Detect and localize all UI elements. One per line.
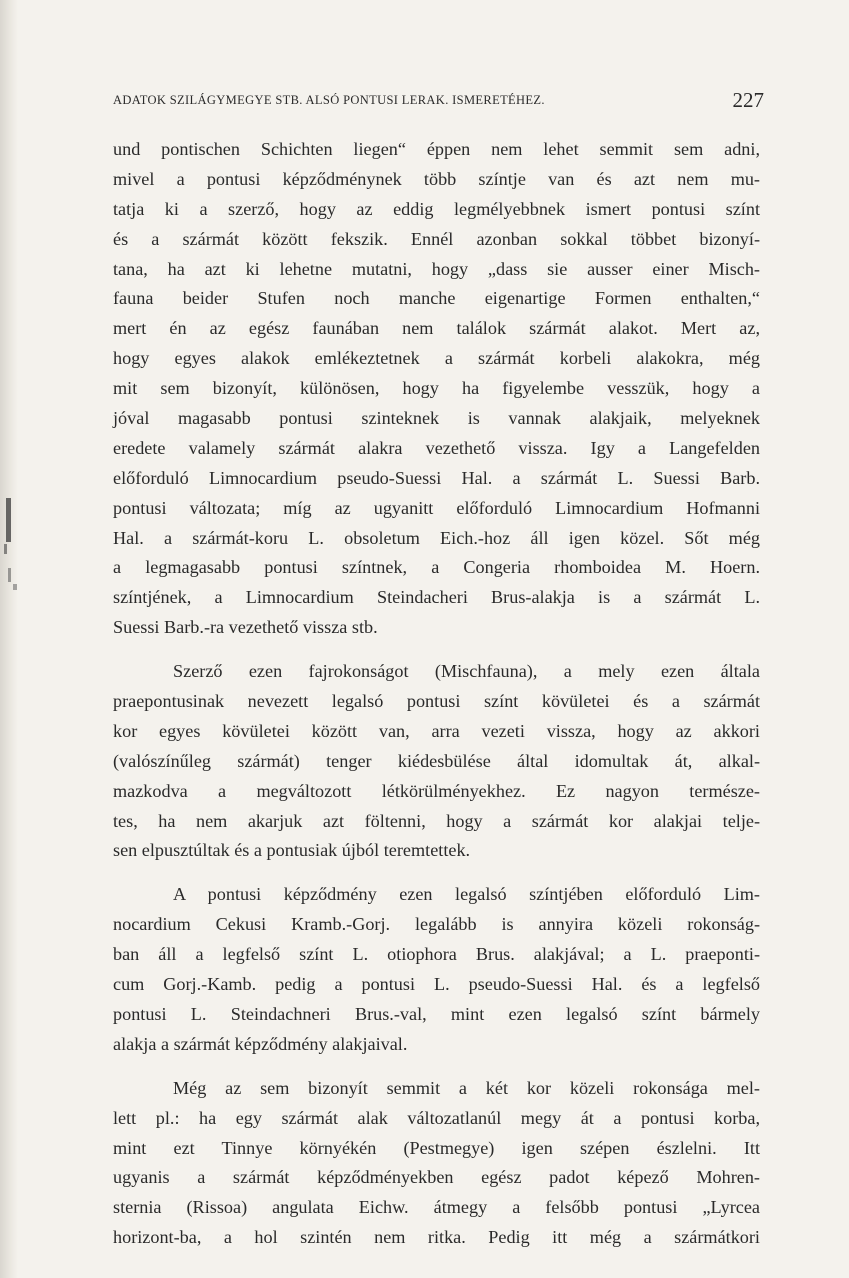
binding-shadow	[0, 0, 18, 1278]
text-line: mazkodva a megváltozott létkörülményekhez. Ez nagyon természe-	[113, 780, 760, 801]
text-line: mivel a pontusi képződménynek több színtje van és azt nem mu-	[113, 168, 760, 189]
margin-ink-marks	[0, 480, 30, 600]
text-line: (valószínűleg szármát) tenger kiédesbülése által idomultak át, alkal-	[113, 750, 760, 771]
text-line: hogy egyes alakok emlékeztetnek a szármát korbeli alakokra, még	[113, 348, 760, 369]
text-line: kor egyes kövületei között van, arra vezeti vissza, hogy az akkori	[113, 720, 760, 741]
text-line: mit sem bizonyít, különösen, hogy ha figyelembe vesszük, hogy a	[113, 378, 760, 399]
text-line: eredete valamely szármát alakra vezethető vissza. Igy a Langefelden	[113, 437, 760, 458]
text-line: A pontusi képződmény ezen legalsó színtjében előforduló Lim-	[173, 884, 760, 905]
text-line: alakja a szármát képződmény alakjaival.	[113, 1033, 408, 1054]
text-line: nocardium Cekusi Kramb.-Gorj. legalább is annyira közeli rokonság-	[113, 914, 760, 935]
paragraph	[113, 135, 760, 643]
paragraph-gap	[113, 1060, 760, 1074]
text-line: tes, ha nem akarjuk azt föltenni, hogy a szármát kor alakjai telje-	[113, 810, 760, 831]
text-line: Hal. a szármát-koru L. obsoletum Eich.-hoz áll igen közel. Sőt még	[113, 527, 760, 548]
paragraph-gap	[113, 643, 760, 657]
text-line: fauna beider Stufen noch manche eigenartige Formen enthalten,“	[113, 288, 760, 309]
text-line: praepontusinak nevezett legalsó pontusi színt kövületei és a szármát	[113, 691, 760, 712]
text-line: mert én az egész faunában nem találok szármát alakot. Mert az,	[113, 318, 760, 339]
text-line: Még az sem bizonyít semmit a két kor közeli rokonsága mel-	[173, 1077, 760, 1098]
running-title: ADATOK SZILÁGYMEGYE STB. ALSÓ PONTUSI LERAK. ISMERETÉHEZ.	[113, 93, 545, 107]
paragraph-gap	[113, 866, 760, 880]
text-line: lett pl.: ha egy szármát alak változatlanúl megy át a pontusi korba,	[113, 1107, 760, 1128]
paragraph	[113, 657, 760, 866]
text-line: jóval magasabb pontusi szinteknek is vannak alakjaik, melyeknek	[113, 408, 760, 429]
text-line: pontusi L. Steindachneri Brus.-val, mint ezen legalsó színt bármely	[113, 1003, 760, 1024]
text-line: sternia (Rissoa) angulata Eichw. átmegy a felsőbb pontusi „Lyrcea	[113, 1197, 760, 1218]
text-line: a legmagasabb pontusi színtnek, a Congeria rhomboidea M. Hoern.	[113, 557, 760, 578]
body-text	[113, 135, 760, 1253]
paragraph	[113, 880, 760, 1059]
text-line: tatja ki a szerző, hogy az eddig legmélyebbnek ismert pontusi színt	[113, 198, 760, 219]
text-line: Suessi Barb.-ra vezethető vissza stb.	[113, 617, 378, 638]
text-line: Szerző ezen fajrokonságot (Mischfauna), a mely ezen általa	[173, 661, 760, 682]
text-line: horizont-ba, a hol szintén nem ritka. Pedig itt még a szármátkori	[113, 1227, 760, 1248]
text-line: előforduló Limnocardium pseudo-Suessi Hal. a szármát L. Suessi Barb.	[113, 467, 760, 488]
text-line: ban áll a legfelső színt L. otiophora Brus. alakjával; a L. praeponti-	[113, 944, 760, 965]
text-line: pontusi változata; míg az ugyanitt előforduló Limnocardium Hofmanni	[113, 497, 760, 518]
text-line: és a szármát között fekszik. Ennél azonban sokkal többet bizonyí-	[113, 228, 760, 249]
page-number: 227	[732, 88, 764, 112]
running-header	[113, 90, 764, 114]
text-line: mint ezt Tinnye környékén (Pestmegye) igen szépen észlelni. Itt	[113, 1137, 760, 1158]
text-line: cum Gorj.-Kamb. pedig a pontusi L. pseudo-Suessi Hal. és a legfelső	[113, 974, 760, 995]
text-line: ugyanis a szármát képződményekben egész padot képező Mohren-	[113, 1167, 760, 1188]
paragraph	[113, 1074, 760, 1253]
text-line: und pontischen Schichten liegen“ éppen nem lehet semmit sem adni,	[113, 139, 760, 159]
text-line: tana, ha azt ki lehetne mutatni, hogy „dass sie ausser einer Misch-	[113, 258, 760, 279]
text-line: színtjének, a Limnocardium Steindacheri Brus-alakja is a szármát L.	[113, 587, 760, 608]
text-line: sen elpusztúltak és a pontusiak újból teremtettek.	[113, 840, 471, 861]
